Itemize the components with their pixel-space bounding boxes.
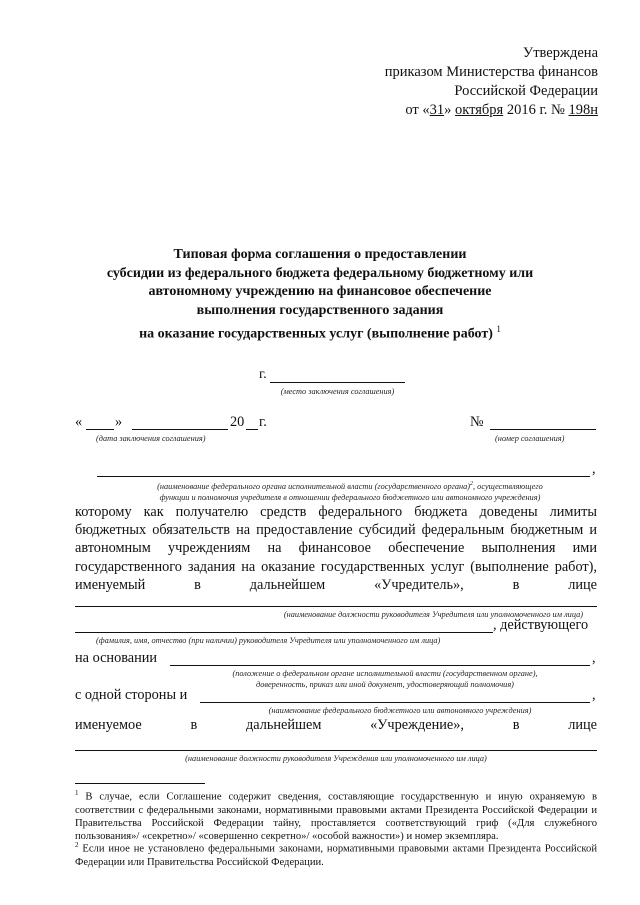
acting-text: , действующего	[493, 617, 589, 633]
year-prefix: 20	[230, 414, 245, 430]
date-open-quote: «	[75, 414, 83, 430]
founder-name-field[interactable]	[75, 632, 493, 633]
year-field[interactable]	[246, 429, 258, 430]
approval-month: октября	[454, 102, 504, 118]
one-side-comma: ,	[592, 687, 596, 703]
day-field[interactable]	[86, 429, 114, 430]
footnote-2: $^2$ Если иное не установлено федеральными законами, нормативными правовыми актами Президента Российской Федерации или Правительства Российской Федерации.	[75, 841, 597, 868]
month-field[interactable]	[132, 429, 228, 430]
basis-comma: ,	[592, 650, 596, 666]
approval-block	[385, 44, 598, 120]
footnote-1: $^1$ В случае, если Соглашение содержит сведения, составляющие государственную и иную охраняемую в соответствии с федеральными законами, нормативными правовыми актами Президента Российской Федерации и Правительства Российской Федерации тайну, проставляется соответствующий гриф («Для служебного пользования»/ «секретно»/ «совершенно секретно»/ «особой важности») и номер экземпляра.	[75, 789, 597, 843]
organ-field[interactable]	[97, 476, 590, 477]
approval-day: 31	[429, 102, 445, 118]
place-caption: (место заключения соглашения)	[280, 387, 395, 396]
founder-position-caption: (наименование должности руководителя Учредителя или уполномоченного им лица)	[283, 610, 583, 619]
approval-number: 198н	[568, 102, 598, 118]
year-suffix: г.	[259, 414, 267, 430]
institution-position-field[interactable]	[75, 750, 597, 751]
acting-caption: (фамилия, имя, отчество (при наличии) руководителя Учредителя или уполномоченного им лица)	[96, 636, 441, 645]
agreement-number-field[interactable]	[490, 429, 596, 430]
approval-line-1: Утверждена	[522, 45, 598, 61]
organ-caption: (наименование федерального органа исполнительной власти (государственного органа)$^2$, осуществляющего функции и полномочия учредителя в отношении федерального бюджетного или автономного учреждения)	[157, 481, 543, 502]
named-row: именуемое в дальнейшем «Учреждение», в лице	[75, 717, 597, 733]
body-paragraph: которому как получателю средств федерального бюджета доведены лимиты бюджетных обязательств на предоставление субсидий федеральным бюджетным и автономным учреждениям на финансовое обеспечение выполнения ими государственного задания на оказание государственных услуг (выполнение работ), именуемый в дальнейшем «Учредитель», в лице	[75, 504, 597, 593]
approval-line-3: Российской Федерации	[454, 83, 598, 99]
institution-field[interactable]	[200, 702, 590, 703]
approval-line-2: приказом Министерства финансов	[384, 64, 598, 80]
date-caption: (дата заключения соглашения)	[96, 434, 206, 443]
place-prefix: г.	[259, 367, 267, 382]
number-sign: №	[470, 414, 484, 430]
place-field[interactable]	[270, 382, 405, 383]
founder-position-field[interactable]	[75, 606, 597, 607]
footnote-separator	[75, 783, 205, 784]
one-side-label: с одной стороны и	[75, 687, 188, 703]
number-caption: (номер соглашения)	[495, 434, 565, 443]
footnote-ref-1: 1	[496, 324, 501, 334]
institution-caption: (наименование федерального бюджетного или автономного учреждения)	[268, 706, 532, 715]
date-close-quote: »	[115, 414, 123, 430]
basis-field[interactable]	[170, 665, 590, 666]
document-title: Типовая форма соглашения о предоставлении субсидии из федерального бюджета федеральному бюджетному или автономному учреждению на финансовое обеспечение выполнения государственного задания на оказание государственных услуг (выполнение работ) $^1$	[106, 247, 534, 342]
institution-position-caption: (наименование должности руководителя Учреждения или уполномоченного им лица)	[185, 754, 487, 763]
organ-comma: ,	[592, 461, 596, 477]
basis-label: на основании	[75, 650, 158, 666]
basis-caption: (положение о федеральном органе исполнительной власти (государственном органе), доверенность, приказ или иной документ, удостоверяющий полномочия)	[232, 669, 538, 689]
approval-date-line: от «31» октября 2016 г. № 198н	[405, 102, 598, 118]
